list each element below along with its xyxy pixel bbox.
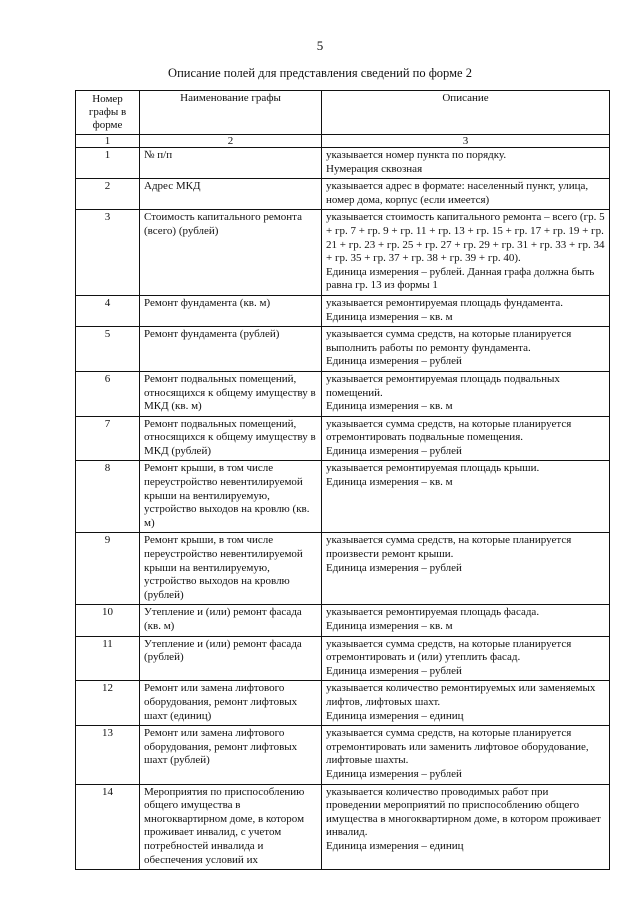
table-row xyxy=(76,295,610,326)
description-line: Единица измерения – кв. м xyxy=(326,400,453,413)
row-number-cell: 13 xyxy=(76,726,140,784)
row-number-cell: 4 xyxy=(76,295,140,326)
row-name-cell: Адрес МКД xyxy=(140,179,322,210)
table-row xyxy=(76,179,610,210)
table-row xyxy=(76,210,610,296)
row-name-cell: Утепление и (или) ремонт фасада (кв. м) xyxy=(140,605,322,636)
index-cell-1: 1 xyxy=(76,135,140,148)
description-line: Единица измерения – рублей xyxy=(326,767,462,780)
description-line: Единица измерения – рублей xyxy=(326,561,462,574)
row-description-cell xyxy=(322,636,610,681)
description-line: Единица измерения – кв. м xyxy=(326,310,453,323)
description-line: указывается количество проводимых работ при проведении мероприятий по приспособлению общего имущества в многоквартирном доме, в котором проживает инвалид. xyxy=(326,785,601,839)
row-name-cell: Ремонт подвальных помещений, относящихся к общему имуществу в МКД (рублей) xyxy=(140,416,322,461)
row-description-cell xyxy=(322,533,610,605)
table-row xyxy=(76,148,610,179)
table-row xyxy=(76,327,610,372)
table-header-row xyxy=(76,91,610,135)
row-description-cell xyxy=(322,327,610,372)
description-line: указывается ремонтируемая площадь крыши. xyxy=(326,462,540,475)
row-number-cell: 12 xyxy=(76,681,140,726)
row-number-cell: 3 xyxy=(76,210,140,296)
header-column-number: Номер графы в форме xyxy=(76,91,140,135)
row-name-cell: Ремонт фундамента (рублей) xyxy=(140,327,322,372)
row-name-cell: Ремонт фундамента (кв. м) xyxy=(140,295,322,326)
row-description-cell xyxy=(322,148,610,179)
row-description-cell xyxy=(322,726,610,784)
row-description-cell xyxy=(322,605,610,636)
description-line: указывается количество ремонтируемых или заменяемых лифтов, лифтовых шахт. xyxy=(326,682,596,708)
table-row xyxy=(76,533,610,605)
table-row xyxy=(76,636,610,681)
row-description-cell xyxy=(322,179,610,210)
description-line: Единица измерения – единиц xyxy=(326,709,464,722)
description-line: указывается сумма средств, на которые планируется отремонтировать или заменить лифтовое оборудование, лифтовые шахты. xyxy=(326,727,589,767)
document-title: Описание полей для представления сведений по форме 2 xyxy=(168,66,472,80)
header-column-description: Описание xyxy=(322,91,610,135)
row-description-cell xyxy=(322,371,610,416)
row-number-cell: 6 xyxy=(76,371,140,416)
description-line: указывается сумма средств, на которые планируется отремонтировать и (или) утеплить фасад. xyxy=(326,637,572,664)
row-name-cell: № п/п xyxy=(140,148,322,179)
row-number-cell: 2 xyxy=(76,179,140,210)
description-line: Нумерация сквозная xyxy=(326,162,423,175)
table-index-row xyxy=(76,135,610,148)
description-line: указывается сумма средств, на которые планируется отремонтировать подвальные помещения. xyxy=(326,417,572,444)
description-line: Единица измерения – рублей xyxy=(326,355,462,368)
header-column-name: Наименование графы xyxy=(140,91,322,135)
row-number-cell: 7 xyxy=(76,416,140,461)
row-number-cell: 10 xyxy=(76,605,140,636)
row-description-cell xyxy=(322,295,610,326)
row-number-cell: 11 xyxy=(76,636,140,681)
page-number: 5 xyxy=(316,38,324,53)
table-body xyxy=(76,148,610,870)
fields-table xyxy=(75,90,610,870)
row-name-cell: Ремонт подвальных помещений, относящихся к общему имуществу в МКД (кв. м) xyxy=(140,371,322,416)
description-line: указывается ремонтируемая площадь фундамента. xyxy=(326,296,563,309)
description-line: Единица измерения – кв. м xyxy=(326,620,453,632)
description-line: указывается сумма средств, на которые планируется выполнить работы по ремонту фундамента. xyxy=(326,328,572,354)
description-line: указывается стоимость капитального ремонта – всего (гр. 5 + гр. 7 + гр. 9 + гр. 11 + гр. 13 + гр. 15 + гр. 17 + гр. 19 + гр. 21 + гр. 23 + гр. 25 + гр. 27 + гр. 29 + гр. 31 + гр. 33 + гр. 34 + гр. 35 + гр. 37 + гр. 38 + гр. 39 + гр. 40). xyxy=(326,211,605,265)
row-number-cell: 8 xyxy=(76,461,140,533)
description-line: Единица измерения – кв. м xyxy=(326,476,453,489)
row-name-cell: Стоимость капитального ремонта (всего) (рублей) xyxy=(140,210,322,296)
row-name-cell: Ремонт или замена лифтового оборудования, ремонт лифтовых шахт (рублей) xyxy=(140,726,322,784)
table-row xyxy=(76,461,610,533)
row-description-cell xyxy=(322,210,610,296)
description-line: указывается номер пункта по порядку. xyxy=(326,149,507,161)
table-row xyxy=(76,416,610,461)
description-line: Единица измерения – единиц xyxy=(326,839,464,852)
row-name-cell: Ремонт крыши, в том числе переустройство невентилируемой крыши на вентилируемую, устройство выходов на кровлю (рублей) xyxy=(140,533,322,605)
row-number-cell: 14 xyxy=(76,784,140,870)
row-description-cell xyxy=(322,461,610,533)
index-cell-3: 3 xyxy=(322,135,610,148)
row-description-cell xyxy=(322,416,610,461)
row-name-cell: Ремонт крыши, в том числе переустройство невентилируемой крыши на вентилируемую, устройство выходов на кровлю (кв. м) xyxy=(140,461,322,533)
row-number-cell: 5 xyxy=(76,327,140,372)
description-line: указывается адрес в формате: населенный пункт, улица, номер дома, корпус (если имеется) xyxy=(326,180,589,206)
description-line: Единица измерения – рублей. Данная графа должна быть равна гр. 13 из формы 1 xyxy=(326,265,595,292)
description-line: указывается ремонтируемая площадь подвальных помещений. xyxy=(326,372,560,399)
description-line: Единица измерения – рублей xyxy=(326,444,462,457)
row-name-cell: Ремонт или замена лифтового оборудования, ремонт лифтовых шахт (единиц) xyxy=(140,681,322,726)
row-name-cell: Утепление и (или) ремонт фасада (рублей) xyxy=(140,636,322,681)
table-row xyxy=(76,371,610,416)
row-name-cell: Мероприятия по приспособлению общего имущества в многоквартирном доме, в котором проживает инвалид, с учетом потребностей инвалида и обеспечения условий их xyxy=(140,784,322,870)
description-line: указывается ремонтируемая площадь фасада. xyxy=(326,606,540,619)
table-row xyxy=(76,784,610,870)
row-number-cell: 1 xyxy=(76,148,140,179)
row-description-cell xyxy=(322,681,610,726)
table-row xyxy=(76,726,610,784)
row-description-cell xyxy=(322,784,610,870)
index-cell-2: 2 xyxy=(140,135,322,148)
table-row xyxy=(76,605,610,636)
row-number-cell: 9 xyxy=(76,533,140,605)
table-row xyxy=(76,681,610,726)
description-line: указывается сумма средств, на которые планируется произвести ремонт крыши. xyxy=(326,534,572,561)
description-line: Единица измерения – рублей xyxy=(326,664,462,677)
